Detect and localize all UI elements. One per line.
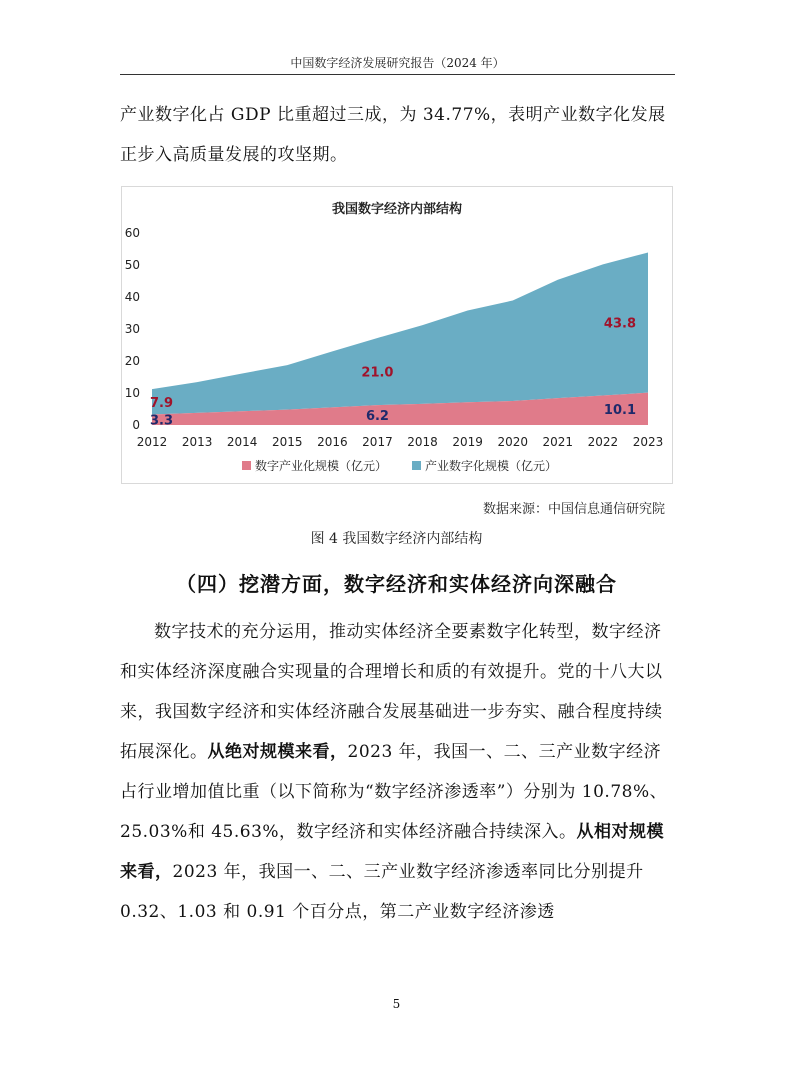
y-tick-label: 30 bbox=[124, 322, 140, 336]
paragraph-2 bbox=[120, 612, 675, 932]
x-tick-label: 2015 bbox=[271, 435, 303, 449]
paragraph-2-bold1: 从绝对规模来看， bbox=[207, 742, 348, 762]
data-label: 3.3 bbox=[150, 413, 174, 429]
x-tick-label: 2019 bbox=[452, 435, 483, 449]
y-tick-label: 0 bbox=[132, 418, 140, 432]
x-tick-label: 2022 bbox=[587, 435, 619, 449]
legend-label: 产业数字化规模（亿元） bbox=[425, 459, 558, 473]
x-tick-label: 2014 bbox=[226, 435, 258, 449]
data-label: 21.0 bbox=[361, 365, 394, 381]
header-rule bbox=[120, 74, 675, 75]
y-tick-label: 50 bbox=[124, 258, 140, 272]
chart-title: 我国数字经济内部结构 bbox=[331, 202, 463, 217]
chart-container bbox=[121, 186, 673, 484]
data-label: 43.8 bbox=[603, 316, 636, 332]
data-label: 10.1 bbox=[603, 402, 636, 418]
paragraph-2-bold2: 从相对规模来看， bbox=[120, 822, 665, 882]
x-tick-label: 2012 bbox=[136, 435, 168, 449]
x-tick-label: 2023 bbox=[632, 435, 664, 449]
data-label: 6.2 bbox=[365, 409, 389, 425]
figure-caption: 图 4 我国数字经济内部结构 bbox=[310, 531, 483, 547]
page-number: 5 bbox=[392, 997, 401, 1011]
x-tick-label: 2016 bbox=[317, 435, 348, 449]
legend-swatch bbox=[242, 461, 251, 470]
data-label: 7.9 bbox=[150, 395, 174, 411]
area-chart bbox=[122, 187, 672, 483]
y-tick-label: 40 bbox=[124, 290, 140, 304]
x-tick-label: 2021 bbox=[542, 435, 574, 449]
paragraph-2-part1: 数字技术的充分运用，推动实体经济全要素数字化转型，数字经济和实体经济深度融合实现量的合理增长和质的有效提升。党的十八大以来，我国数字经济和实体经济融合发展基础进一步夯实、融合程度持续拓展深化。 bbox=[120, 622, 663, 762]
paragraph-2-part3: 2023 年，我国一、二、三产业数字经济渗透率同比分别提升 0.32、1.03 和 0.91 个百分点，第二产业数字经济渗透 bbox=[120, 862, 644, 922]
paragraph-2-part2: 2023 年，我国一、二、三产业数字经济占行业增加值比重（以下简称为“数字经济渗透率”）分别为 10.78%、25.03%和 45.63%，数字经济和实体经济融合持续深入。 bbox=[120, 742, 668, 842]
x-tick-label: 2020 bbox=[497, 435, 529, 449]
x-tick-label: 2017 bbox=[362, 435, 393, 449]
paragraph-1: 产业数字化占 GDP 比重超过三成，为 34.77%，表明产业数字化发展正步入高质量发展的攻坚期。 bbox=[120, 105, 666, 165]
area-series-industrial-digitalization bbox=[152, 253, 648, 415]
y-tick-label: 10 bbox=[124, 386, 140, 400]
x-tick-label: 2013 bbox=[181, 435, 213, 449]
legend-swatch bbox=[412, 461, 421, 470]
y-tick-label: 60 bbox=[124, 226, 140, 240]
y-tick-label: 20 bbox=[124, 354, 140, 368]
x-tick-label: 2018 bbox=[407, 435, 438, 449]
section-title: （四）挖潜方面，数字经济和实体经济向深融合 bbox=[176, 572, 617, 596]
data-source: 数据来源：中国信息通信研究院 bbox=[482, 502, 665, 517]
legend-label: 数字产业化规模（亿元） bbox=[255, 459, 388, 473]
page-header: 中国数字经济发展研究报告（2024 年） bbox=[290, 56, 505, 70]
